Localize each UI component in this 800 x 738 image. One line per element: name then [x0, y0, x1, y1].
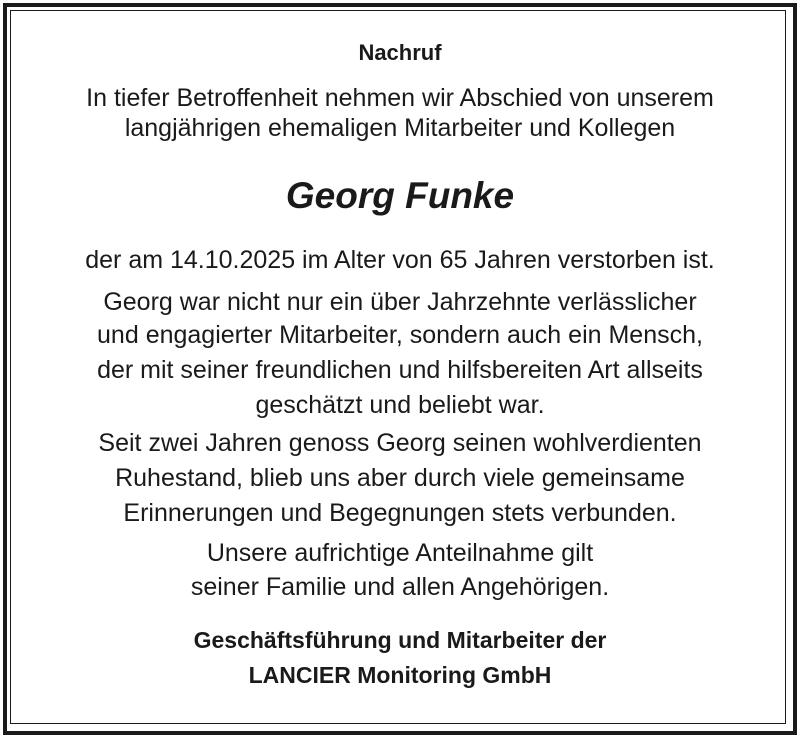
signature-line-1: Geschäftsführung und Mitarbeiter der — [193, 627, 607, 653]
death-date-line: der am 14.10.2025 im Alter von 65 Jahren verstorben ist. — [85, 246, 715, 274]
paragraph2-line-3: Erinnerungen und Begegnungen stets verbunden. — [123, 499, 677, 527]
intro-line-1: In tiefer Betroffenheit nehmen wir Abschied von unserem — [86, 84, 714, 112]
paragraph2-line-1: Seit zwei Jahren genoss Georg seinen wohlverdienten — [98, 429, 702, 457]
paragraph2-line-2: Ruhestand, blieb uns aber durch viele gemeinsame — [115, 464, 685, 492]
paragraph1-line-2: und engagierter Mitarbeiter, sondern auch ein Mensch, — [97, 321, 703, 349]
paragraph1-line-4: geschätzt und beliebt war. — [255, 391, 545, 419]
condolence-line-1: Unsere aufrichtige Anteilnahme gilt — [206, 539, 594, 567]
paragraph1-line-3: der mit seiner freundlichen und hilfsbereiten Art allseits — [97, 356, 703, 384]
deceased-name: Georg Funke — [285, 175, 515, 216]
signature-line-2: LANCIER Monitoring GmbH — [248, 662, 552, 688]
condolence-line-2: seiner Familie und allen Angehörigen. — [190, 573, 610, 601]
paragraph1-line-1: Georg war nicht nur ein über Jahrzehnte verlässlicher — [103, 288, 697, 316]
intro-line-2: langjährigen ehemaligen Mitarbeiter und Kollegen — [124, 114, 676, 142]
notice-heading: Nachruf — [358, 40, 442, 65]
